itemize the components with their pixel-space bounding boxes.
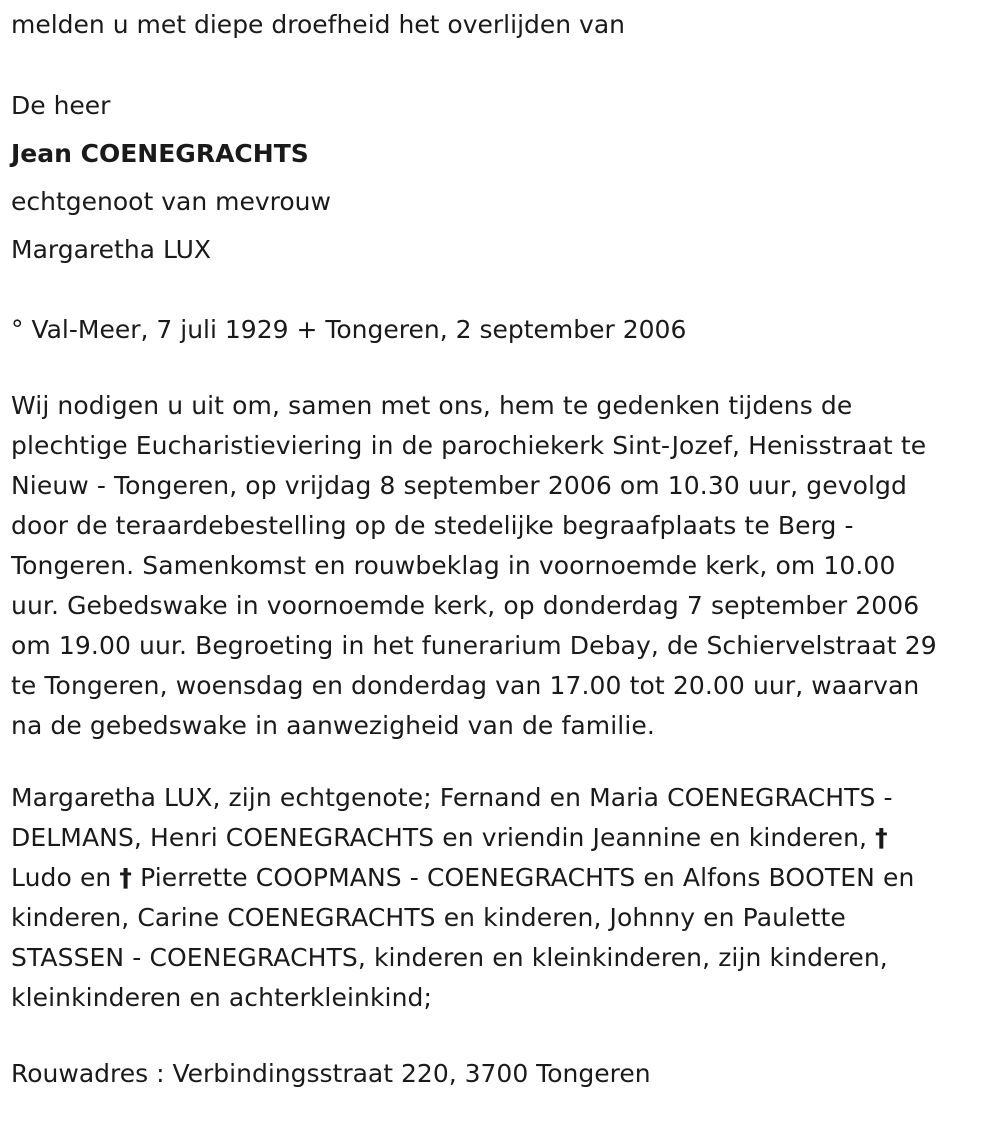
family-text: DELMANS, Henri COENEGRACHTS en vriendin Jeannine en kinderen, (11, 823, 876, 852)
ceremony-line: om 19.00 uur. Begroeting in het funerarium Debay, de Schiervelstraat 29 (11, 631, 937, 660)
spacer (11, 274, 996, 306)
obituary-document (11, 0, 996, 1098)
spacer (11, 1018, 996, 1050)
spacer (11, 354, 996, 386)
family-line (11, 818, 996, 858)
ceremony-line: na de gebedswake in aanwezigheid van de familie. (11, 711, 655, 740)
mourning-address: Rouwadres : Verbindingsstraat 220, 3700 Tongeren (11, 1059, 651, 1088)
spouse-intro: echtgenoot van mevrouw (11, 187, 331, 216)
ceremony-line: Nieuw - Tongeren, op vrijdag 8 september 2006 om 10.30 uur, gevolgd (11, 471, 907, 500)
ceremony-line: plechtige Eucharistieviering in de parochiekerk Sint-Jozef, Henisstraat te (11, 431, 927, 460)
family-line: kinderen, Carine COENEGRACHTS en kinderen, Johnny en Paulette (11, 903, 846, 932)
spacer (11, 746, 996, 778)
family-paragraph (11, 778, 996, 1018)
ceremony-line: Tongeren. Samenkomst en rouwbeklag in voornoemde kerk, om 10.00 (11, 551, 896, 580)
salutation: De heer (11, 91, 111, 120)
family-text: Ludo en (11, 863, 120, 892)
family-line (11, 858, 996, 898)
ceremony-line: uur. Gebedswake in voornoemde kerk, op donderdag 7 september 2006 (11, 591, 920, 620)
spacer (11, 50, 996, 82)
family-line: Margaretha LUX, zijn echtgenote; Fernand en Maria COENEGRACHTS - (11, 783, 893, 812)
spouse-name: Margaretha LUX (11, 235, 212, 264)
ceremony-paragraph (11, 386, 996, 746)
deceased-name: Jean COENEGRACHTS (11, 139, 309, 168)
intro-text: melden u met diepe droefheid het overlijden van (11, 10, 626, 39)
family-text: Pierrette COOPMANS - COENEGRACHTS en Alfons BOOTEN en (132, 863, 915, 892)
family-line: STASSEN - COENEGRACHTS, kinderen en kleinkinderen, zijn kinderen, (11, 943, 888, 972)
cross-icon: † (119, 863, 133, 892)
ceremony-line: Wij nodigen u uit om, samen met ons, hem te gedenken tijdens de (11, 391, 853, 420)
ceremony-line: te Tongeren, woensdag en donderdag van 17.00 tot 20.00 uur, waarvan (11, 671, 920, 700)
family-line: kleinkinderen en achterkleinkind; (11, 983, 433, 1012)
ceremony-line: door de teraardebestelling op de stedelijke begraafplaats te Berg - (11, 511, 854, 540)
cross-icon: † (875, 823, 888, 852)
birth-death-dates: ° Val-Meer, 7 juli 1929 + Tongeren, 2 september 2006 (11, 315, 687, 344)
